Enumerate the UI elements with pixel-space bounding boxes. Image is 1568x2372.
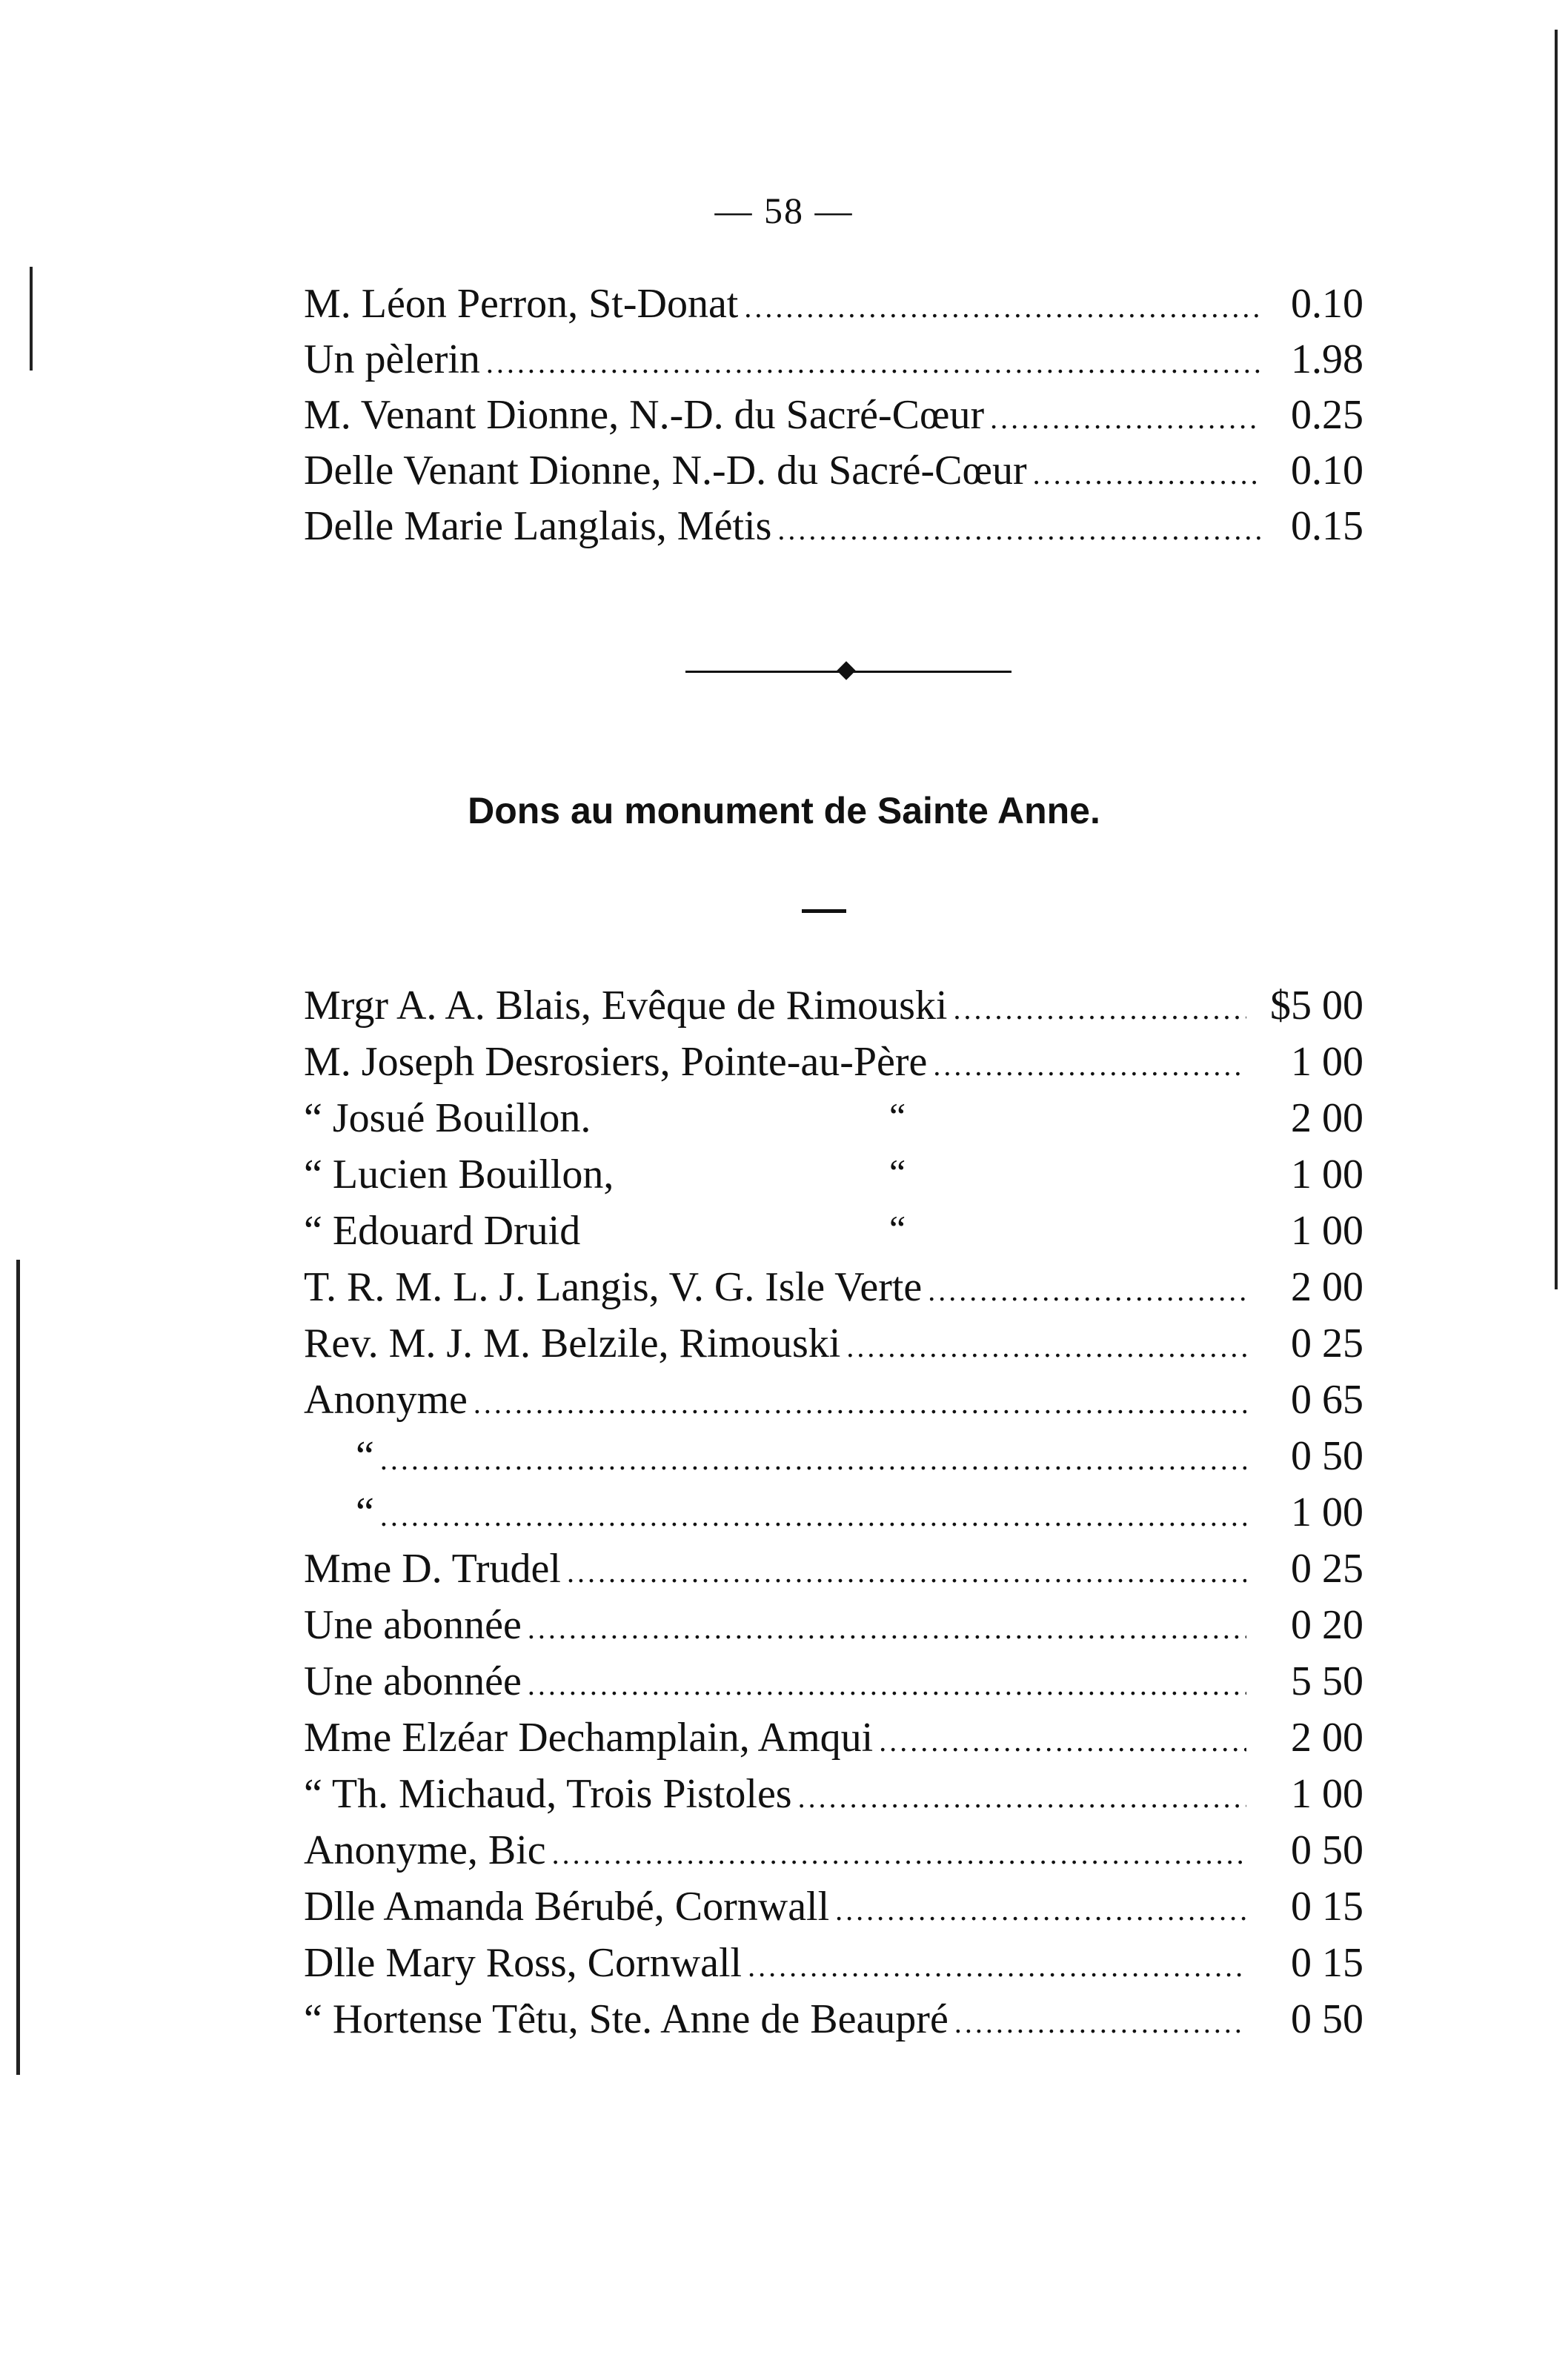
donor-name: Delle Venant Dionne, N.-D. du Sacré-Cœur xyxy=(304,448,1027,494)
donor-name: Mme Elzéar Dechamplain, Amqui xyxy=(304,1715,874,1761)
donation-amount: 0 50 xyxy=(1291,1827,1363,1873)
ditto-mark: “ xyxy=(889,1152,906,1193)
donation-amount: 1 00 xyxy=(1291,1208,1363,1254)
section-title: Dons au monument de Sainte Anne. xyxy=(468,790,1100,831)
donation-row xyxy=(304,982,1363,1038)
ditto-mark: “ xyxy=(889,1095,906,1137)
donation-row xyxy=(304,1770,1363,1827)
donation-row xyxy=(304,1038,1363,1094)
donor-name: “ xyxy=(304,1489,374,1535)
donor-name: Mrgr A. A. Blais, Evêque de Rimouski xyxy=(304,983,948,1029)
donor-name: “ Josué Bouillon. xyxy=(304,1095,591,1141)
donor-name: Dlle Mary Ross, Cornwall xyxy=(304,1940,743,1986)
donor-name: Rev. M. J. M. Belzile, Rimouski xyxy=(304,1320,841,1366)
donation-amount: 0 20 xyxy=(1291,1602,1363,1648)
donation-amount: 2 00 xyxy=(1291,1095,1363,1141)
dot-leader xyxy=(798,1780,1246,1815)
donor-name: Delle Marie Langlais, Métis xyxy=(304,503,772,549)
dot-leader xyxy=(928,1273,1246,1308)
donor-name: M. Venant Dionne, N.-D. du Sacré-Cœur xyxy=(304,392,985,438)
dot-leader xyxy=(777,512,1261,547)
dot-leader xyxy=(567,1555,1246,1589)
donation-row xyxy=(304,1489,1363,1545)
donation-row xyxy=(304,391,1363,447)
donation-row xyxy=(304,1094,1363,1151)
ditto-mark: “ xyxy=(889,1208,906,1249)
dot-leader xyxy=(748,1949,1246,1984)
donor-name: “ Hortense Têtu, Ste. Anne de Beaupré xyxy=(304,1996,949,2042)
donation-amount: 1 00 xyxy=(1291,1039,1363,1085)
donation-amount: 0 15 xyxy=(1291,1940,1363,1986)
donor-name: Mme D. Trudel xyxy=(304,1546,561,1592)
page-number: — 58 — xyxy=(714,190,854,231)
donation-row xyxy=(304,1432,1363,1489)
donation-row xyxy=(304,1263,1363,1320)
donation-amount: $5 00 xyxy=(1270,983,1363,1029)
donor-name: Un pèlerin xyxy=(304,336,480,382)
dot-leader xyxy=(744,290,1261,325)
scan-edge-line xyxy=(1555,30,1558,1289)
donation-row xyxy=(304,1714,1363,1770)
dot-leader xyxy=(954,2005,1246,2040)
divider-diamond-ornament xyxy=(837,661,855,680)
donor-name: “ Lucien Bouillon, xyxy=(304,1152,614,1197)
donation-amount: 0 15 xyxy=(1291,1884,1363,1930)
donation-row xyxy=(304,280,1363,336)
donation-row xyxy=(304,1658,1363,1714)
short-rule xyxy=(802,909,846,913)
donation-row xyxy=(304,447,1363,502)
scan-edge-line xyxy=(30,267,33,371)
dot-leader xyxy=(954,991,1247,1026)
donation-amount: 0.25 xyxy=(1291,392,1363,438)
donation-row xyxy=(304,1883,1363,1939)
dot-leader xyxy=(474,1386,1246,1421)
donation-amount: 0 25 xyxy=(1291,1546,1363,1592)
donations-list xyxy=(304,280,1363,558)
dot-leader xyxy=(879,1724,1246,1758)
donation-amount: 0.15 xyxy=(1291,503,1363,549)
donation-amount: 1.98 xyxy=(1291,336,1363,382)
donation-amount: 0.10 xyxy=(1291,448,1363,494)
dot-leader xyxy=(380,1498,1246,1533)
dot-leader xyxy=(1033,456,1261,491)
donor-name: T. R. M. L. J. Langis, V. G. Isle Verte xyxy=(304,1264,923,1310)
donation-row xyxy=(304,336,1363,391)
dot-leader xyxy=(528,1667,1246,1702)
dot-leader xyxy=(846,1329,1246,1364)
donation-amount: 0 25 xyxy=(1291,1320,1363,1366)
donation-amount: 2 00 xyxy=(1291,1264,1363,1310)
donation-amount: 0 50 xyxy=(1291,1433,1363,1479)
donation-amount: 0.10 xyxy=(1291,281,1363,327)
donation-amount: 0 50 xyxy=(1291,1996,1363,2042)
dot-leader xyxy=(933,1048,1246,1083)
donation-row xyxy=(304,502,1363,558)
donation-amount: 1 00 xyxy=(1291,1489,1363,1535)
donor-name: M. Joseph Desrosiers, Pointe-au-Père xyxy=(304,1039,928,1085)
monument-donations-list xyxy=(304,982,1363,2052)
donor-name: Dlle Amanda Bérubé, Cornwall xyxy=(304,1884,830,1930)
donation-amount: 5 50 xyxy=(1291,1658,1363,1704)
donation-amount: 1 00 xyxy=(1291,1771,1363,1817)
donor-name: Anonyme xyxy=(304,1377,468,1423)
donation-amount: 1 00 xyxy=(1291,1152,1363,1197)
donor-name: Anonyme, Bic xyxy=(304,1827,546,1873)
donation-row xyxy=(304,1376,1363,1432)
donation-row xyxy=(304,1996,1363,2052)
dot-leader xyxy=(990,401,1261,436)
donation-row xyxy=(304,1151,1363,1207)
donation-row xyxy=(304,1207,1363,1263)
donor-name: “ xyxy=(304,1433,374,1479)
dot-leader xyxy=(528,1611,1246,1646)
donation-amount: 0 65 xyxy=(1291,1377,1363,1423)
dot-leader xyxy=(380,1442,1246,1477)
donation-amount: 2 00 xyxy=(1291,1715,1363,1761)
donation-row xyxy=(304,1545,1363,1601)
scan-edge-line xyxy=(16,1260,20,2075)
donor-name: Une abonnée xyxy=(304,1602,522,1648)
dot-leader xyxy=(486,345,1261,380)
dot-leader xyxy=(552,1836,1246,1871)
donation-row xyxy=(304,1320,1363,1376)
donor-name: “ Edouard Druid xyxy=(304,1208,581,1254)
donation-row xyxy=(304,1827,1363,1883)
donor-name: “ Th. Michaud, Trois Pistoles xyxy=(304,1771,792,1817)
donation-row xyxy=(304,1601,1363,1658)
dot-leader xyxy=(835,1893,1246,1927)
donation-row xyxy=(304,1939,1363,1996)
donor-name: M. Léon Perron, St-Donat xyxy=(304,281,739,327)
donor-name: Une abonnée xyxy=(304,1658,522,1704)
